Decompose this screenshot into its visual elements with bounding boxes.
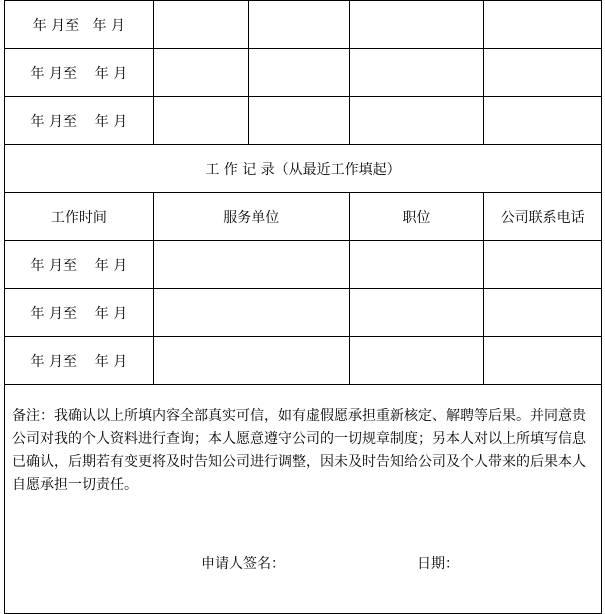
blank-cell[interactable] <box>349 1 484 49</box>
work-record-title: 工 作 记 录（从最近工作填起） <box>5 145 602 193</box>
blank-cell[interactable] <box>349 97 484 145</box>
declaration-text: 备注：我确认以上所填内容全部真实可信，如有虚假愿承担重新核定、解聘等后果。并同意贵公司对我的个人资料进行查询；本人愿意遵守公司的一切规章制度；另本人对以上所填写信息已确认，后期若有变更将及时告知公司进行调整，因未及时告知给公司及个人带来的后果本人自愿承担一切责任。 <box>12 408 586 493</box>
section-title-row <box>5 145 602 193</box>
blank-cell[interactable] <box>484 49 602 97</box>
table-row <box>5 241 602 289</box>
period-cell <box>5 49 154 97</box>
blank-cell[interactable] <box>153 97 248 145</box>
period-cell <box>5 289 154 337</box>
table-row <box>5 97 602 145</box>
header-employer: 服务单位 <box>153 193 349 241</box>
blank-cell[interactable] <box>249 97 350 145</box>
form-table <box>4 0 602 614</box>
period-label: 年 月至 年 月 <box>32 17 125 34</box>
blank-cell[interactable] <box>153 49 248 97</box>
signature-line <box>5 553 601 613</box>
blank-cell[interactable] <box>484 97 602 145</box>
header-company-phone: 公司联系电话 <box>484 193 602 241</box>
position-cell[interactable] <box>349 241 484 289</box>
table-row <box>5 289 602 337</box>
period-label: 年 月至 年 月 <box>30 353 128 370</box>
period-label: 年 月至 年 月 <box>30 305 128 322</box>
notes-row <box>5 385 602 614</box>
period-cell <box>5 97 154 145</box>
employer-cell[interactable] <box>153 289 349 337</box>
position-cell[interactable] <box>349 337 484 385</box>
date-label[interactable]: 日期： <box>417 556 459 572</box>
employer-cell[interactable] <box>153 337 349 385</box>
table-row <box>5 49 602 97</box>
phone-cell[interactable] <box>484 289 602 337</box>
employer-cell[interactable] <box>153 241 349 289</box>
period-label: 年 月至 年 月 <box>30 257 128 274</box>
period-label: 年 月至 年 月 <box>30 113 128 130</box>
blank-cell[interactable] <box>249 1 350 49</box>
header-position: 职位 <box>349 193 484 241</box>
period-cell <box>5 1 154 49</box>
notes-cell <box>5 385 602 614</box>
blank-cell[interactable] <box>249 49 350 97</box>
blank-cell[interactable] <box>484 1 602 49</box>
phone-cell[interactable] <box>484 241 602 289</box>
blank-cell[interactable] <box>349 49 484 97</box>
table-row <box>5 1 602 49</box>
blank-cell[interactable] <box>153 1 248 49</box>
period-label: 年 月至 年 月 <box>30 65 128 82</box>
period-cell <box>5 241 154 289</box>
header-row <box>5 193 602 241</box>
applicant-signature-label[interactable]: 申请人签名： <box>201 556 285 572</box>
position-cell[interactable] <box>349 289 484 337</box>
phone-cell[interactable] <box>484 337 602 385</box>
table-row <box>5 337 602 385</box>
period-cell <box>5 337 154 385</box>
header-work-time: 工作时间 <box>5 193 154 241</box>
